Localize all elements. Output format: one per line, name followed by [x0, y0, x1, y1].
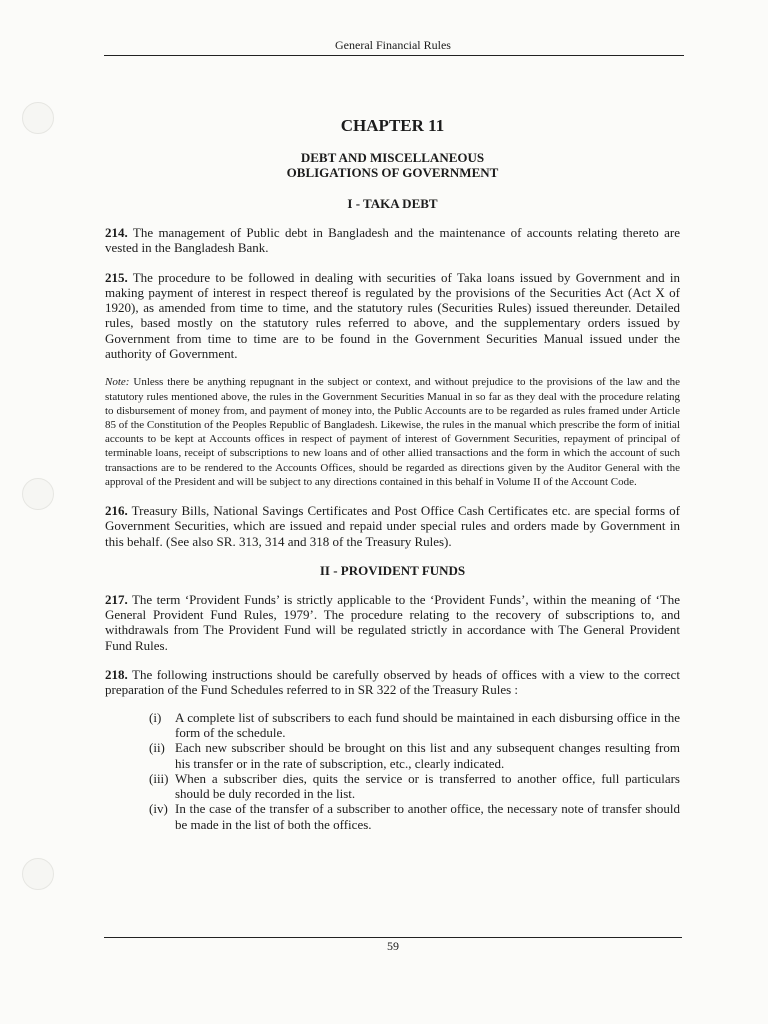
list-item-text: A complete list of subscribers to each fund should be maintained in each disbursing office in the form of the schedule.: [175, 709, 680, 740]
list-marker: (iv): [149, 801, 168, 817]
header-rule: [104, 55, 684, 56]
paragraph-text: The procedure to be followed in dealing with securities of Taka loans issued by Government and in making payment of interest in respect thereof is regulated by the provisions of the Securities Act (Act X of 1920), as amended from time to time, and the statutory rules (Securities Rules) issued thereunder. Detailed rules, based mostly on the statutory rules referred to above, and the supplementary orders issued by Government from time to time are to be found in the Government Securities Manual issued under the authority of Government.: [105, 269, 680, 362]
paragraph-text: The management of Public debt in Bangladesh and the maintenance of accounts relating thereto are vested in the Bangladesh Bank.: [105, 225, 681, 256]
note-text: Unless there be anything repugnant in the subject or context, and without prejudice to the provisions of the law and the statutory rules mentioned above, the rules in the Government Securities Manual in so far as they deal with the procedure relating to disbursement of money from, and payment of money into, the Public Accounts are to be regarded as rules framed under Article 85 of the Constitution of the Peoples Republic of Bangladesh. Likewise, the rules in the manual which prescribe the form of initial accounts to be kept at Accounts offices in respect of payment of interest of Government Securities, repayment of principal of terminable loans, receipt of subscriptions to new loans and of other allied transactions and the form in which the account of such transactions are to be rendered to the Accounts Offices, should be regarded as directions given by the Auditor General with the approval of the President and will be subject to any directions contained in this behalf in Volume II of the Account Code.: [105, 376, 680, 488]
paragraph-number: 214.: [105, 225, 128, 240]
paragraph-text: The term ‘Provident Funds’ is strictly applicable to the ‘Provident Funds’, within the meaning of ‘The General Provident Fund Rules, 1979’. The procedure relating to the recovery of subscriptions to, and withdrawals from The Provident Fund will be regulated strictly in accordance with The General Provident Fund Rules.: [105, 591, 680, 653]
running-head: General Financial Rules: [335, 38, 451, 52]
paragraph-215: [105, 270, 680, 362]
paragraph-214: [105, 225, 680, 256]
binder-hole-top: [22, 102, 54, 134]
paragraph-216: [105, 503, 680, 549]
paragraph-218: [105, 667, 680, 698]
list-marker: (iii): [149, 770, 169, 786]
chapter-subtitle-line-1: DEBT AND MISCELLANEOUS: [300, 150, 485, 165]
list-item-text: Each new subscriber should be brought on this list and any subsequent changes resulting from his transfer or in the rate of subscription, etc., clearly indicated.: [175, 740, 680, 771]
list-marker: (i): [149, 709, 162, 725]
instruction-list: [105, 710, 680, 832]
binder-hole-middle: [22, 478, 54, 510]
paragraph-number: 216.: [105, 503, 128, 518]
list-item-text: When a subscriber dies, quits the service or is transferred to another office, full particulars should be duly recorded in the list.: [175, 770, 680, 802]
paragraph-217: [105, 592, 680, 653]
note-label: Note:: [105, 376, 130, 389]
paragraph-number: 217.: [105, 591, 128, 607]
list-marker: (ii): [149, 740, 165, 756]
section-heading-taka-debt: I - TAKA DEBT: [347, 196, 438, 211]
paragraph-number: 218.: [105, 667, 128, 683]
paragraph-number: 215.: [105, 269, 128, 285]
list-item: [149, 740, 680, 771]
chapter-subtitle: [105, 150, 680, 180]
list-item: [149, 771, 680, 802]
chapter-title: CHAPTER 11: [340, 116, 445, 135]
footer-rule: [104, 937, 682, 938]
page-body: [105, 116, 680, 832]
list-item: [149, 710, 680, 741]
paragraph-text: Treasury Bills, National Savings Certificates and Post Office Cash Certificates etc. are special forms of Government Securities, which are issued and repaid under special rules and orders made by Government in this behalf. (See also SR. 313, 314 and 318 of the Treasury Rules).: [105, 503, 681, 549]
section-heading-provident-funds: II - PROVIDENT FUNDS: [319, 562, 466, 578]
page-number: 59: [387, 939, 399, 953]
list-item: [149, 801, 680, 832]
chapter-subtitle-line-2: OBLIGATIONS OF GOVERNMENT: [286, 165, 499, 180]
paragraph-text: The following instructions should be carefully observed by heads of offices with a view to the correct preparation of the Fund Schedules referred to in SR 322 of the Treasury Rules :: [105, 667, 680, 698]
note-block: [105, 375, 680, 489]
binder-hole-bottom: [22, 858, 54, 890]
list-item-text: In the case of the transfer of a subscriber to another office, the necessary note of transfer should be made in the list of both the offices.: [175, 801, 680, 832]
